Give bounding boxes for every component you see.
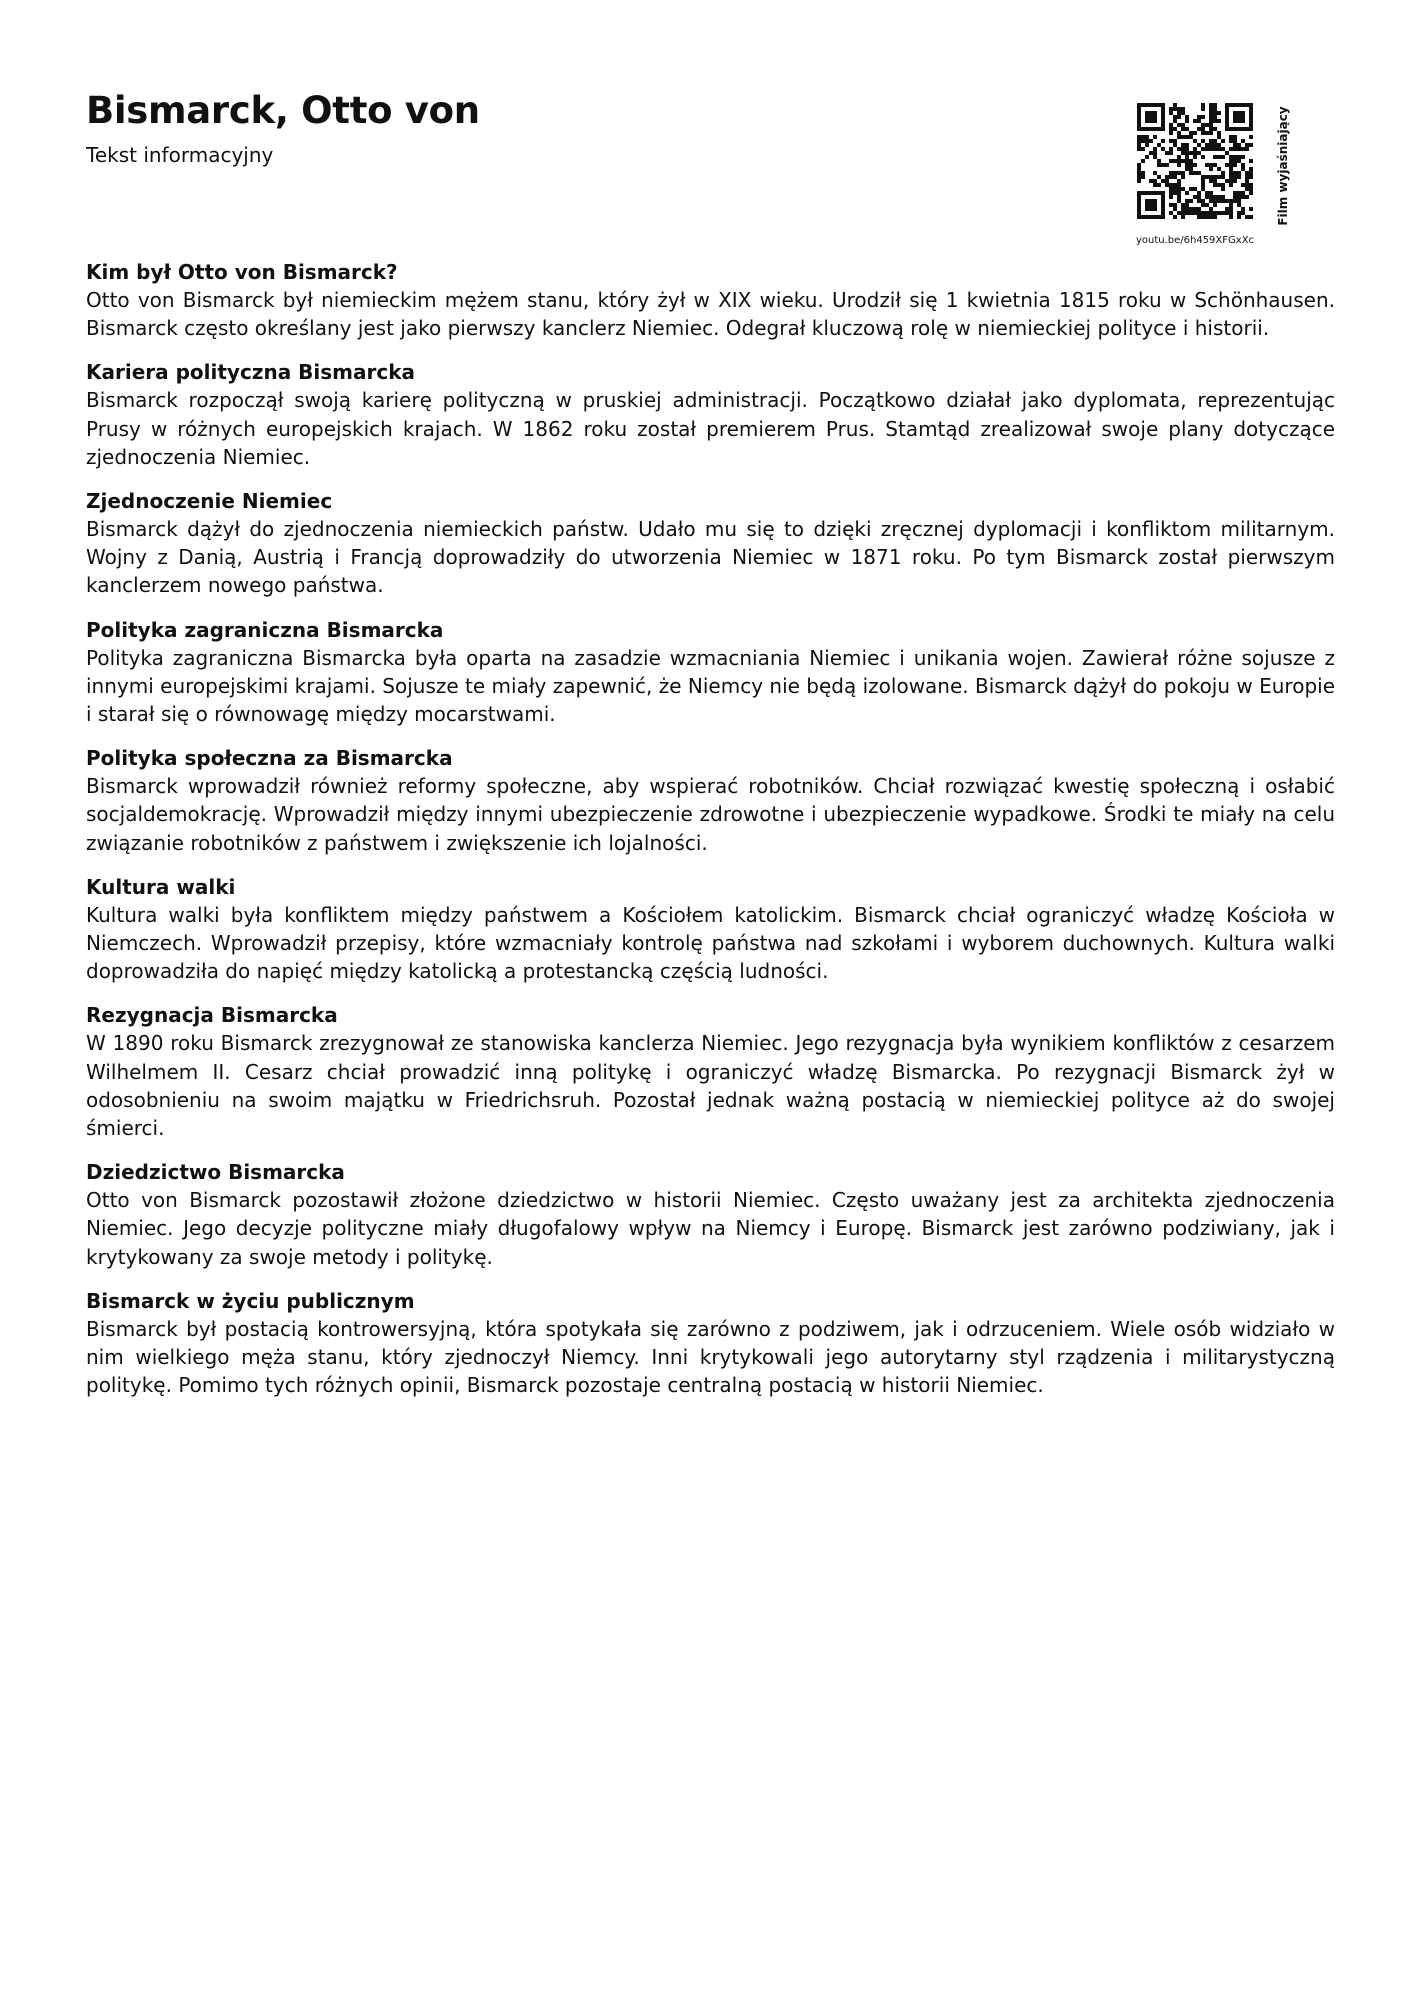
section-heading: Polityka społeczna za Bismarcka [86,746,453,771]
section-heading: Kim był Otto von Bismarck? [86,260,398,284]
section-text: Bismarck wprowadził również reformy społeczne, aby wspierać robotników. Chciał rozwiązać kwestię społeczną i osłabić socjaldemokrację. Wprowadził między innymi ubezpieczenie zdrowotne i ubezpieczenie wypadkowe. Środki te miały na celu związanie robotników z państwem i zwiększenie ich lojalności. [86,774,1335,855]
section [86,1287,1335,1400]
section [86,744,1335,857]
section [86,616,1335,729]
video-link[interactable]: youtu.be/6h459XFGxXc [1135,235,1255,246]
section-heading: Zjednoczenie Niemiec [86,489,333,514]
section-text: W 1890 roku Bismarck zrezygnował ze stanowiska kanclerza Niemiec. Jego rezygnacja była wynikiem konfliktów z cesarzem Wilhelmem II. Cesarz chciał prowadzić inną politykę i ograniczyć władzę Bismarcka. Po rezygnacji Bismarck żył w odosobnieniu na swoim majątku w Friedrichsruh. Pozostał jednak ważną postacią w niemieckiej polityce aż do swojej śmierci. [86,1031,1335,1141]
section-heading: Kultura walki [86,874,236,899]
section-text: Polityka zagraniczna Bismarcka była oparta na zasadzie wzmacniania Niemiec i unikania wojen. Zawierał różne sojusze z innymi europejskimi krajami. Sojusze te miały zapewnić, że Niemcy nie będą izolowane. Bismarck dążył do pokoju w Europie i starał się o równowagę między mocarstwami. [86,645,1336,727]
section [86,1001,1335,1142]
section [86,487,1335,600]
section-text: Otto von Bismarck był niemieckim mężem stanu, który żył w XIX wieku. Urodził się 1 kwietnia 1815 roku w Schönhausen. Bismarck często określany jest jako pierwszy kanclerz Niemiec. Odegrał kluczową rolę w niemieckiej polityce i historii. [86,288,1335,341]
section-heading: Dziedzictwo Bismarcka [86,1160,345,1185]
section [86,873,1335,986]
page-subtitle: Tekst informacyjny [86,143,274,167]
qr-code-icon[interactable] [1137,103,1253,219]
page-title: Bismarck, Otto von [86,89,480,132]
section-heading: Rezygnacja Bismarcka [86,1003,338,1028]
section [86,258,1335,342]
film-label: Film wyjaśniający [1276,106,1290,226]
section-text: Bismarck był postacią kontrowersyjną, która spotykała się zarówno z podziwem, jak i odrzuceniem. Wiele osób widziało w nim wielkiego męża stanu, który zjednoczył Niemcy. Inni krytykowali jego autorytarny styl rządzenia i militarystyczną politykę. Pomimo tych różnych opinii, Bismarck pozostaje centralną postacią w historii Niemiec. [86,1316,1335,1398]
section-text: Bismarck dążył do zjednoczenia niemieckich państw. Udało mu się to dzięki zręcznej dyplomacji i konfliktom militarnym. Wojny z Danią, Austrią i Francją doprowadziły do utworzenia Niemiec w 1871 roku. Po tym Bismarck został pierwszym kanclerzem nowego państwa. [86,517,1335,598]
section-heading: Bismarck w życiu publicznym [86,1288,415,1313]
section-text: Otto von Bismarck pozostawił złożone dziedzictwo w historii Niemiec. Często uważany jest za architekta zjednoczenia Niemiec. Jego decyzje polityczne miały długofalowy wpływ na Niemcy i Europę. Bismarck jest zarówno podziwiany, jak i krytykowany za swoje metody i politykę. [86,1188,1335,1269]
section [86,358,1335,471]
section [86,1158,1335,1271]
section-text: Bismarck rozpoczął swoją karierę polityczną w pruskiej administracji. Początkowo działał jako dyplomata, reprezentując Prusy w różnych europejskich krajach. W 1862 roku został premierem Prus. Stamtąd zrealizował swoje plany dotyczące zjednoczenia Niemiec. [86,388,1335,469]
section-heading: Polityka zagraniczna Bismarcka [86,617,444,642]
section-heading: Kariera polityczna Bismarcka [86,360,416,385]
document-body [86,258,1335,1415]
section-text: Kultura walki była konfliktem między państwem a Kościołem katolickim. Bismarck chciał ograniczyć władzę Kościoła w Niemczech. Wprowadził przepisy, które wzmacniały kontrolę państwa nad szkołami i wyborem duchownych. Kultura walki doprowadziła do napięć między katolicką a protestancką częścią ludności. [86,902,1335,984]
